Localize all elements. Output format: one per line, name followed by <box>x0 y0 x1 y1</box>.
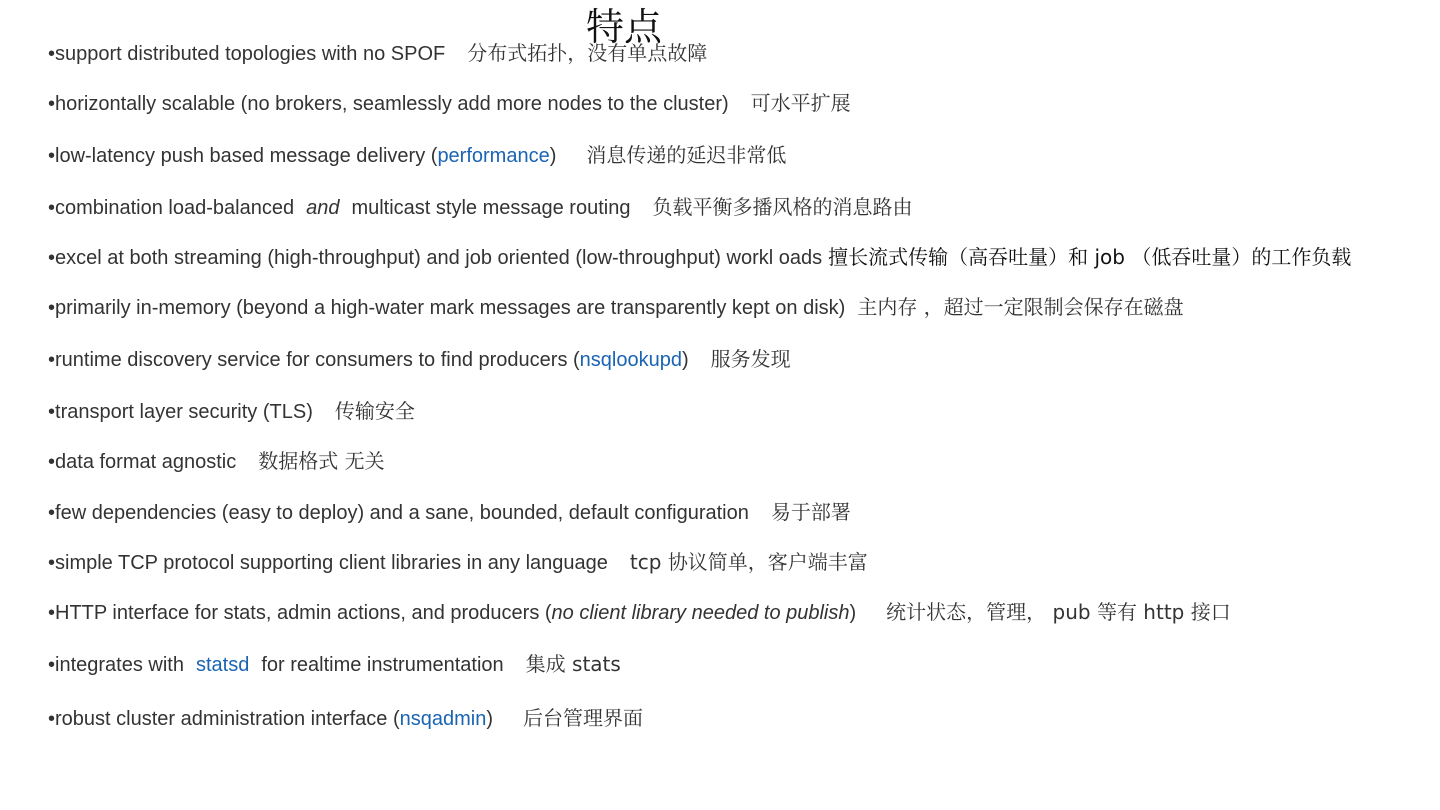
feature-text-en: combination load-balanced <box>55 197 295 219</box>
feature-text-zh: 可水平扩展 <box>750 91 851 115</box>
performance-link[interactable]: performance <box>437 145 550 167</box>
bullet-dot: • <box>48 197 56 219</box>
feature-item-statsd <box>48 652 621 677</box>
feature-item-tls <box>48 399 415 424</box>
feature-text-zh: 负载平衡多播风格的消息路由 <box>652 195 913 219</box>
feature-item-streaming <box>48 245 1351 270</box>
feature-text-en-end: for realtime instrumentation <box>261 654 504 676</box>
bullet-dot: • <box>48 297 56 319</box>
nsqadmin-link[interactable]: nsqadmin <box>399 708 487 730</box>
feature-text-en: runtime discovery service for consumers to find producers ( <box>55 349 580 371</box>
feature-text-zh: 主内存 ，超过一定限制会保存在磁盘 <box>857 295 1184 319</box>
bullet-dot: • <box>48 247 56 269</box>
feature-text-en: transport layer security (TLS) <box>55 401 313 423</box>
feature-text-zh: 消息传递的延迟非常低 <box>586 143 787 167</box>
feature-text-en-end: ) <box>849 602 857 624</box>
feature-text-en-end: ) <box>549 145 557 167</box>
feature-text-en: support distributed topologies with no SPOF <box>55 43 446 65</box>
feature-item-low-latency <box>48 143 786 168</box>
feature-text-en: robust cluster administration interface ( <box>55 708 400 730</box>
feature-text-en: data format agnostic <box>55 451 237 473</box>
feature-item-scalable <box>48 91 851 116</box>
feature-text-en-end: ) <box>681 349 689 371</box>
feature-item-in-memory <box>48 295 1184 320</box>
feature-text-en: few dependencies (easy to deploy) and a sane, bounded, default configuration <box>55 502 749 524</box>
feature-item-admin-interface <box>48 706 643 731</box>
feature-item-routing <box>48 195 912 220</box>
emphasis-text: and <box>306 197 340 219</box>
feature-item-tcp-protocol <box>48 550 868 575</box>
bullet-dot: • <box>48 93 56 115</box>
bullet-dot: • <box>48 602 56 624</box>
bullet-dot: • <box>48 708 56 730</box>
emphasis-text: no client library needed to publish <box>551 602 850 624</box>
feature-text-en: primarily in-memory (beyond a high-water mark messages are transparently kept on disk) <box>55 297 846 319</box>
feature-text-en: integrates with <box>55 654 184 676</box>
feature-text-zh: 易于部署 <box>770 500 851 524</box>
feature-item-http-interface <box>48 600 1231 625</box>
feature-item-format-agnostic <box>48 449 385 474</box>
bullet-dot: • <box>48 349 56 371</box>
bullet-dot: • <box>48 401 56 423</box>
feature-text-zh: 擅长流式传输（高吞吐量）和 job （低吞吐量）的工作负载 <box>828 245 1352 269</box>
feature-text-en-end: ) <box>486 708 493 730</box>
feature-item-dependencies <box>48 500 851 525</box>
feature-text-en: horizontally scalable (no brokers, seamlessly add more nodes to the cluster) <box>55 93 729 115</box>
bullet-dot: • <box>48 451 56 473</box>
slide-title: 特点 <box>586 5 663 49</box>
nsqlookupd-link[interactable]: nsqlookupd <box>579 349 682 371</box>
feature-text-en: low-latency push based message delivery ( <box>55 145 438 167</box>
feature-text-zh: 集成 stats <box>525 652 621 676</box>
feature-text-zh: 数据格式 无关 <box>258 449 385 473</box>
feature-text-zh: tcp 协议简单，客户端丰富 <box>629 550 868 574</box>
bullet-dot: • <box>48 145 56 167</box>
feature-text-en-end: multicast style message routing <box>351 197 631 219</box>
bullet-dot: • <box>48 502 56 524</box>
feature-text-zh: 后台管理界面 <box>523 706 643 730</box>
feature-text-zh: 统计状态，管理， pub 等有 http 接口 <box>886 600 1231 624</box>
feature-item-discovery <box>48 347 791 372</box>
feature-text-en: HTTP interface for stats, admin actions, and producers ( <box>55 602 552 624</box>
feature-text-en: excel at both streaming (high-throughput) and job oriented (low-throughput) workl oads <box>55 247 823 269</box>
bullet-dot: • <box>48 552 56 574</box>
feature-text-zh: 分布式拓扑，没有单点故障 <box>467 41 708 65</box>
bullet-dot: • <box>48 43 56 65</box>
statsd-link[interactable]: statsd <box>195 654 250 676</box>
bullet-dot: • <box>48 654 56 676</box>
feature-text-en: simple TCP protocol supporting client libraries in any language <box>55 552 608 574</box>
feature-text-zh: 服务发现 <box>710 347 791 371</box>
feature-text-zh: 传输安全 <box>334 399 415 423</box>
